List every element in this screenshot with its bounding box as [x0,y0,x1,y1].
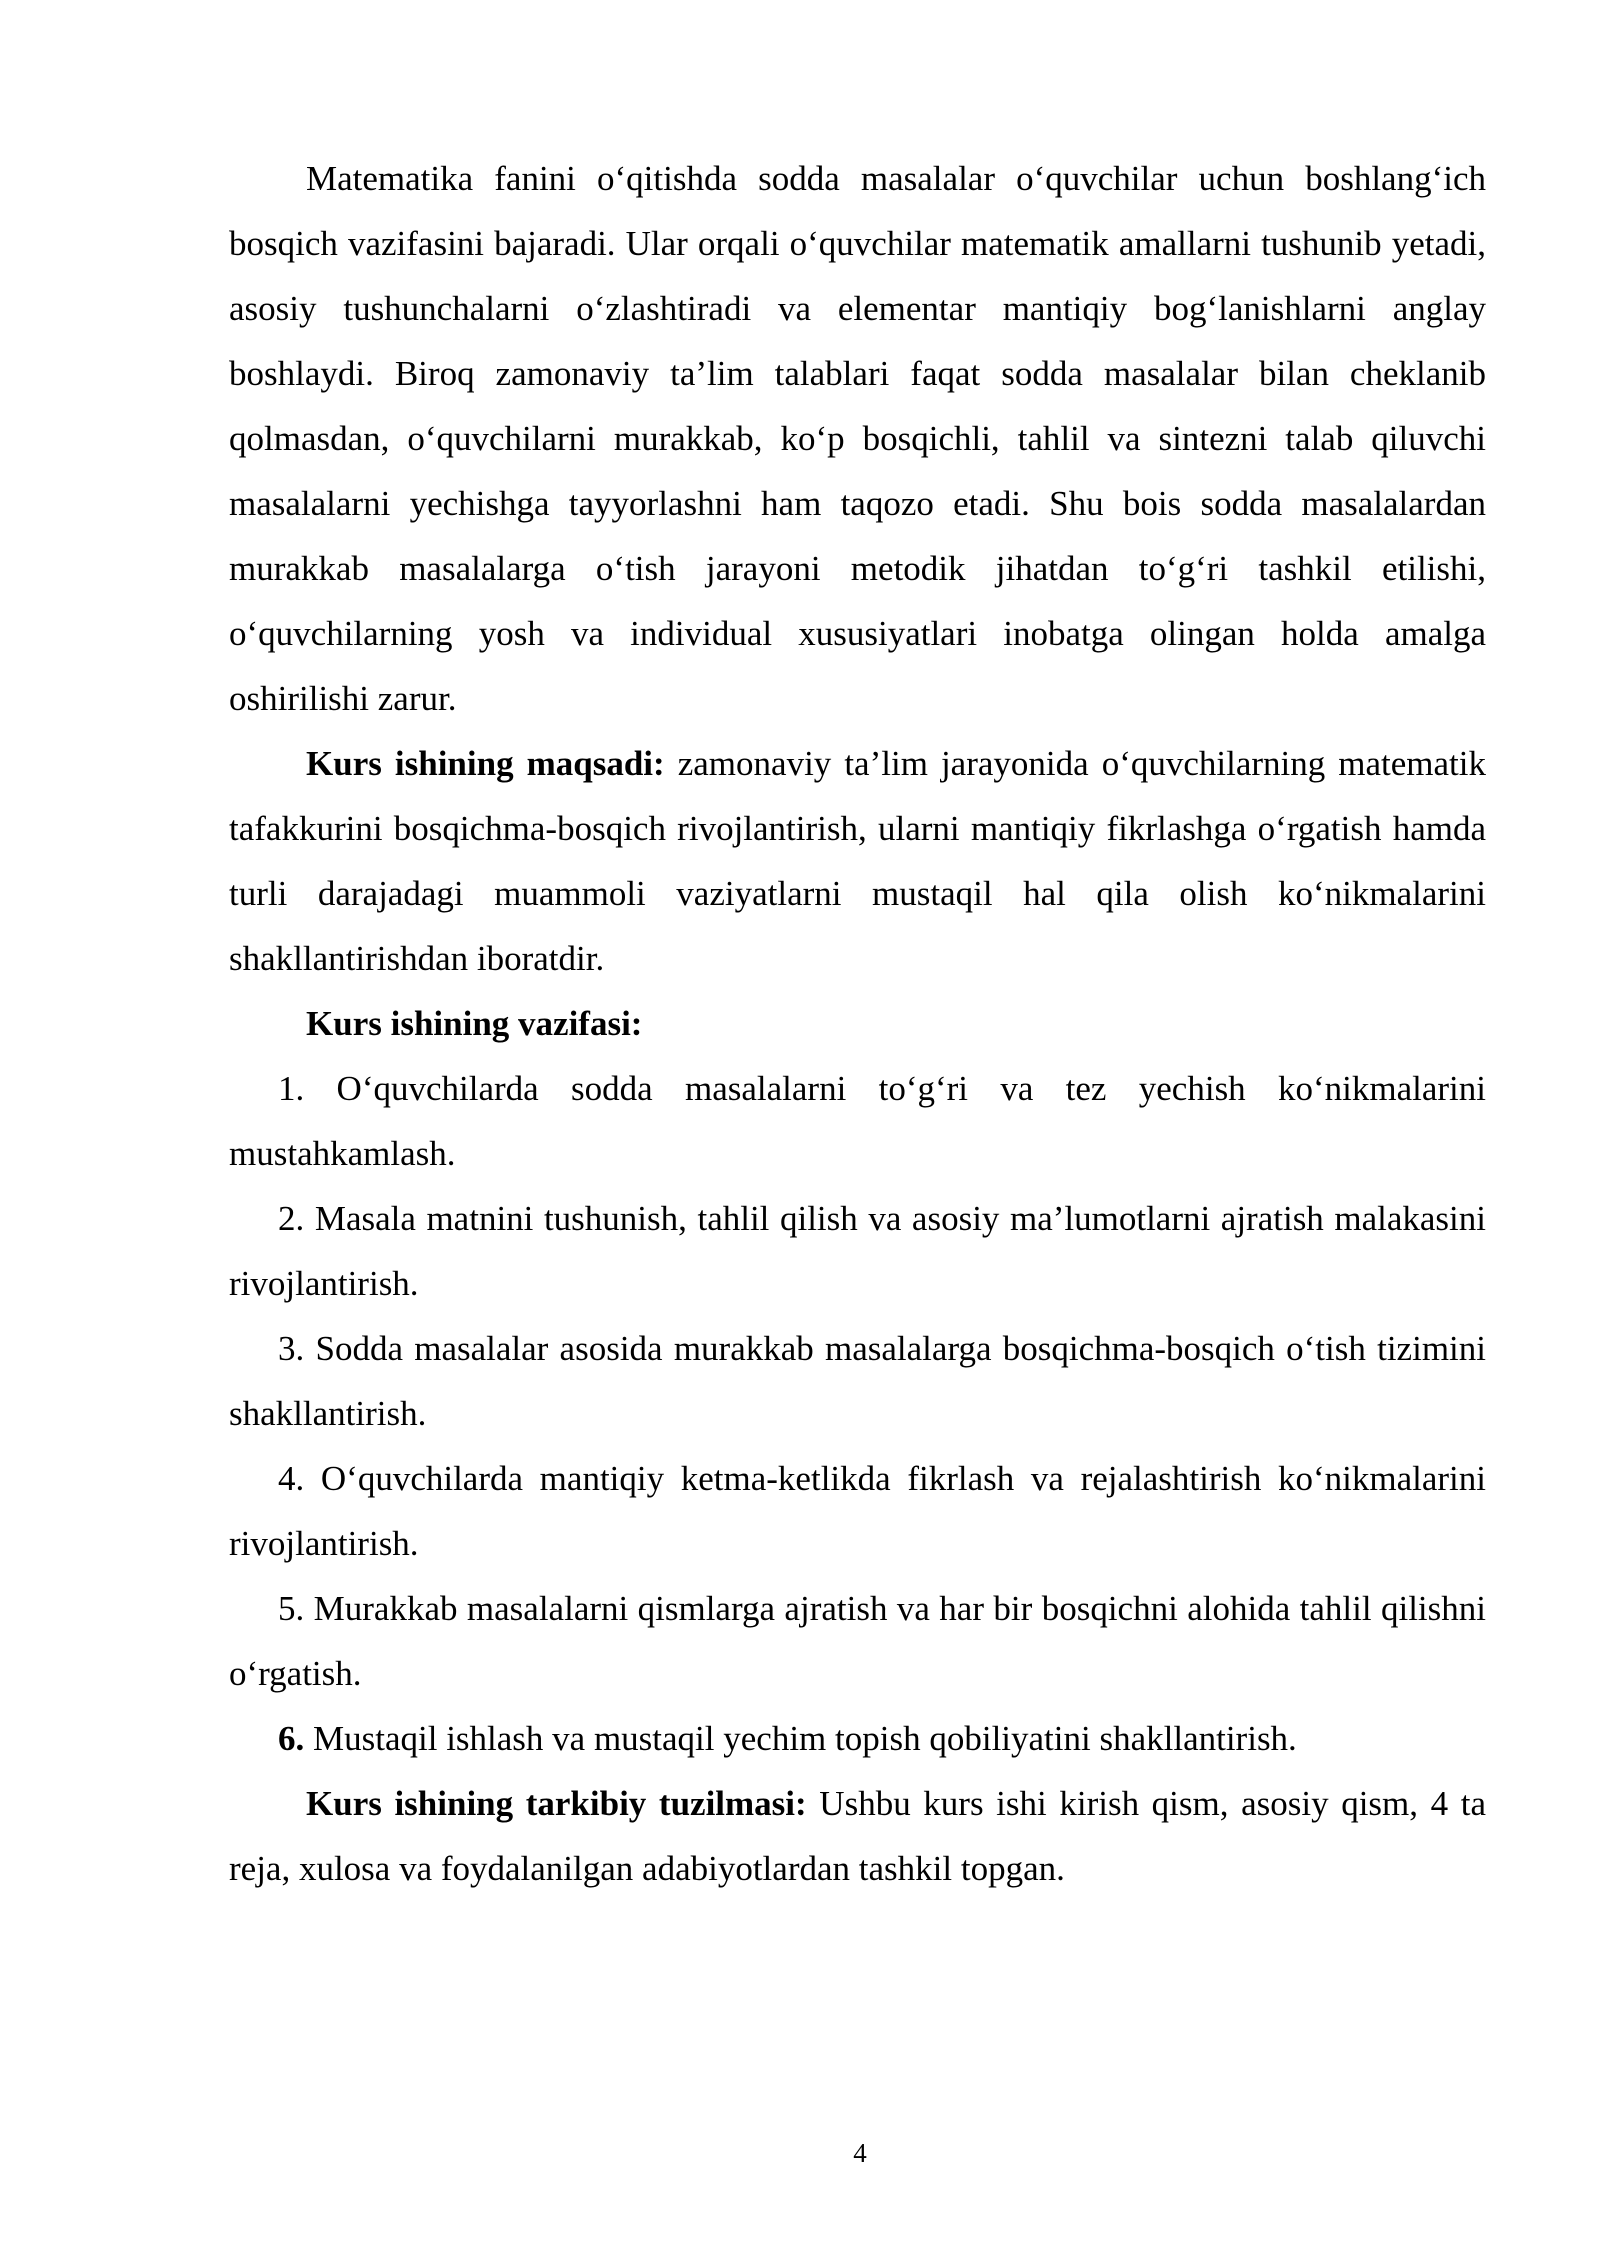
task-number: 2. [278,1199,305,1238]
structure-label: Kurs ishining tarkibiy tuzilmasi: [306,1784,807,1823]
task-item-1 [229,1056,1486,1186]
task-item-4 [229,1446,1486,1576]
goal-paragraph [229,731,1486,991]
task-text: Murakkab masalalarni qismlarga ajratish va har bir bosqichni alohida tahlil qilishni o‘rgatish. [229,1589,1486,1693]
structure-text: Ushbu kurs ishi kirish qism, asosiy qism, 4 ta reja, xulosa va foydalanilgan adabiyotlardan tashkil topgan. [229,1784,1486,1888]
task-item-6 [229,1706,1486,1771]
goal-label: Kurs ishining maqsadi: [306,744,665,783]
task-number: 3. [278,1329,305,1368]
task-item-5 [229,1576,1486,1706]
task-number: 1. [278,1069,305,1108]
page-number: 4 [853,2138,867,2168]
task-number: 5. [278,1589,305,1628]
task-item-3 [229,1316,1486,1446]
task-text: Sodda masalalar asosida murakkab masalalarga bosqichma-bosqich o‘tish tizimini shakllantirish. [229,1329,1486,1433]
tasks-heading: Kurs ishining vazifasi: [306,1004,643,1043]
task-number: 4. [278,1459,305,1498]
task-item-2 [229,1186,1486,1316]
task-text: O‘quvchilarda mantiqiy ketma-ketlikda fikrlash va rejalashtirish ko‘nikmalarini rivojlantirish. [229,1459,1486,1563]
task-number: 6. [278,1719,305,1758]
task-text: Masala matnini tushunish, tahlil qilish va asosiy ma’lumotlarni ajratish malakasini rivojlantirish. [229,1199,1486,1303]
goal-text: zamonaviy ta’lim jarayonida o‘quvchilarning matematik tafakkurini bosqichma-bosqich rivojlantirish, ularni mantiqiy fikrlashga o‘rgatish hamda turli darajadagi muammoli vaziyatlarni mustaqil hal qila olish ko‘nikmalarini shakllantirishdan iboratdir. [229,744,1487,978]
structure-paragraph [229,1771,1486,1901]
page-body [229,146,1486,1901]
task-text: O‘quvchilarda sodda masalalarni to‘g‘ri va tez yechish ko‘nikmalarini mustahkamlash. [229,1069,1486,1173]
task-text: Mustaqil ishlash va mustaqil yechim topish qobiliyatini shakllantirish. [304,1719,1297,1758]
intro-paragraph: Matematika fanini o‘qitishda sodda masalalar o‘quvchilar uchun boshlang‘ich bosqich vazifasini bajaradi. Ular orqali o‘quvchilar matematik amallarni tushunib yetadi, asosiy tushunchalarni o‘zlashtiradi va elementar mantiqiy bog‘lanishlarni anglay boshlaydi. Biroq zamonaviy ta’lim talablari faqat sodda masalalar bilan cheklanib qolmasdan, o‘quvchilarni murakkab, ko‘p bosqichli, tahlil va sintezni talab qiluvchi masalalarni yechishga tayyorlashni ham taqozo etadi. Shu bois sodda masalalardan murakkab masalalarga o‘tish jarayoni metodik jihatdan to‘g‘ri tashkil etilishi, o‘quvchilarning yosh va individual xususiyatlari inobatga olingan holda amalga oshirilishi zarur. [229,159,1486,718]
